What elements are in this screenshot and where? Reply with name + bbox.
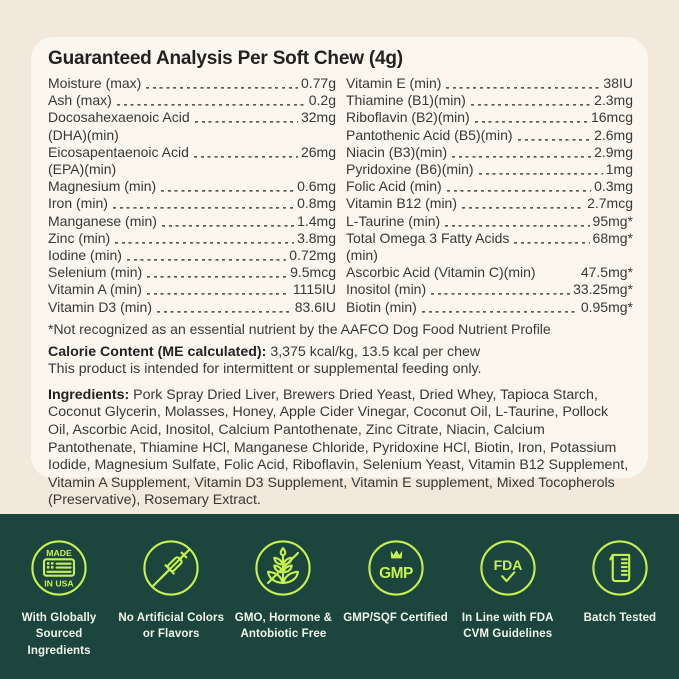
nutrient-value: 0.6mg <box>297 178 336 195</box>
dotted-leader <box>422 299 578 316</box>
dotted-leader <box>146 75 298 92</box>
dotted-leader <box>446 75 600 92</box>
badge-gmo-free <box>230 539 336 643</box>
nutrient-name: Ash (max) <box>48 92 112 109</box>
nutrient-name: Docosahexaenoic Acid <box>48 109 190 126</box>
dotted-leader <box>162 213 294 230</box>
nutrient-value: 26mg <box>300 143 336 160</box>
nutrient-name: Iodine (min) <box>48 247 122 264</box>
analysis-row <box>346 299 633 316</box>
analysis-row <box>346 75 633 92</box>
badge-gmp <box>343 539 449 626</box>
svg-text:IN USA: IN USA <box>44 578 74 589</box>
dotted-leader <box>127 247 286 264</box>
no-artificial-colors-icon <box>142 539 200 597</box>
nutrient-value: 83.6IU <box>294 298 336 315</box>
certification-badges-bar <box>0 514 679 679</box>
nutrient-name: Vitamin E (min) <box>346 75 442 91</box>
nutrient-value: 16mcg <box>590 109 633 126</box>
analysis-row <box>346 161 633 178</box>
dotted-leader <box>147 281 290 298</box>
nutrient-name: Pyridoxine (B6)(min) <box>346 161 474 178</box>
nutrient-value: 3.8mg <box>297 229 336 246</box>
nutrient-value: 9.5mcg <box>290 264 336 281</box>
fda-check-icon <box>479 539 537 597</box>
nutrient-name: Eicosapentaenoic Acid <box>48 143 189 160</box>
analysis-row <box>346 178 633 195</box>
nutrient-name: Vitamin A (min) <box>48 281 142 298</box>
analysis-row <box>346 264 633 281</box>
nutrient-value: 1115IU <box>292 281 336 298</box>
ingredients-text: Pork Spray Dried Liver, Brewers Dried Yeast, Dried Whey, Tapioca Starch, Coconut Glycerin, Molasses, Honey, Apple Cider Vinegar, Coconut Oil, L-Taurine, Pollock Oil, Ascorbic Acid, Inositol, Calcium Pantothenate, Zinc Citrate, Niacin, Calcium Pantothenate, Thiamine HCl, Manganese Chloride, Pyridoxine HCl, Biotin, Iron, Potassium Iodide, Magnesium Sulfate, Folic Acid, Riboflavin, Selenium Yeast, Vitamin B12 Supplement, Vitamin A Supplement, Vitamin D3 Supplement, Vitamin E supplement, Mixed Tocopherols (Preservative), Rosemary Extract. <box>48 386 629 509</box>
nutrient-name-continuation: (min) <box>346 247 378 264</box>
nutrient-value: 33.25mg* <box>573 281 633 298</box>
nutrient-value: 2.9mg <box>594 143 633 160</box>
analysis-row <box>346 92 633 109</box>
badge-label: In Line with FDA CVM Guidelines <box>461 612 554 641</box>
calorie-label: Calorie Content (ME calculated): <box>48 343 267 360</box>
dotted-leader <box>161 178 294 195</box>
dotted-leader <box>541 264 578 281</box>
analysis-column-left <box>48 75 336 316</box>
nutrient-name: Niacin (B3)(min) <box>346 143 448 160</box>
dotted-leader <box>157 299 292 316</box>
analysis-row <box>346 195 633 212</box>
analysis-column-right <box>346 75 633 316</box>
nutrient-name: Vitamin D3 (min) <box>48 298 152 315</box>
nutrient-name-continuation: (EPA)(min) <box>48 161 117 178</box>
gmp-certified-icon <box>367 539 425 597</box>
dotted-leader <box>147 264 287 281</box>
nutrient-name: Pantothenic Acid (B5)(min) <box>346 126 513 143</box>
dotted-leader <box>195 109 298 126</box>
calorie-content <box>48 344 633 379</box>
nutrient-value: 32mg <box>300 109 336 126</box>
nutrient-name: Vitamin B12 (min) <box>346 195 458 212</box>
analysis-row <box>48 281 336 298</box>
analysis-row <box>48 247 336 264</box>
nutrient-value: 0.8mg <box>297 195 336 212</box>
nutrient-value: 1.4mg <box>297 212 336 229</box>
analysis-row <box>346 230 633 247</box>
analysis-row <box>346 127 633 144</box>
dotted-leader <box>471 92 591 109</box>
badge-no-artificial <box>118 539 224 643</box>
ingredients-label: Ingredients: <box>48 386 130 403</box>
nutrient-value: 95mg* <box>592 212 633 229</box>
analysis-row <box>48 75 336 92</box>
badge-made-in-usa <box>6 539 112 659</box>
nutrient-value: 68mg* <box>592 229 633 246</box>
nutrient-name: Thiamine (B1)(min) <box>346 92 466 109</box>
nutrient-name: Magnesium (min) <box>48 178 157 195</box>
svg-text:FDA: FDA <box>493 556 523 573</box>
dotted-leader <box>479 161 603 178</box>
batch-tested-beaker-icon <box>591 539 649 597</box>
analysis-row <box>48 299 336 316</box>
dotted-leader <box>117 92 306 109</box>
nutrient-value: 47.5mg* <box>580 264 633 281</box>
badge-batch-tested <box>567 539 673 626</box>
badge-fda <box>455 539 561 643</box>
analysis-row <box>346 144 633 161</box>
analysis-row <box>48 230 336 247</box>
analysis-row <box>48 213 336 230</box>
analysis-row <box>346 109 633 126</box>
badge-label: Batch Tested <box>583 612 657 624</box>
dotted-leader <box>475 109 588 126</box>
dotted-leader <box>431 281 570 298</box>
calorie-value: 3,375 kcal/kg, 13.5 kcal per chew <box>270 343 481 360</box>
analysis-columns <box>48 75 633 316</box>
dotted-leader <box>445 213 589 230</box>
nutrient-name: Iron (min) <box>48 195 108 212</box>
nutrient-name: Selenium (min) <box>48 264 143 281</box>
svg-text:MADE: MADE <box>46 547 72 558</box>
dotted-leader <box>115 230 294 247</box>
nutrient-value: 0.77g <box>300 75 336 91</box>
analysis-row <box>48 178 336 195</box>
nutrient-value: 38IU <box>603 75 633 91</box>
dotted-leader <box>518 127 592 144</box>
nutrient-value: 2.3mg <box>594 92 633 109</box>
nutrient-name: Moisture (max) <box>48 75 142 91</box>
nutrient-name: Folic Acid (min) <box>346 178 442 195</box>
guaranteed-analysis-card <box>31 37 648 509</box>
svg-text:GMP: GMP <box>378 565 413 583</box>
dotted-leader <box>452 144 591 161</box>
badge-label: GMP/SQF Certified <box>343 612 448 624</box>
analysis-row <box>48 264 336 281</box>
analysis-row <box>48 92 336 109</box>
nutrient-value: 1mg <box>605 161 633 178</box>
nutrient-value: 0.72mg <box>289 247 336 264</box>
nutrient-value: 0.2g <box>308 92 336 109</box>
dotted-leader <box>447 178 591 195</box>
dotted-leader <box>462 195 584 212</box>
ingredients-paragraph <box>48 387 633 510</box>
gmo-hormone-antibiotic-free-icon <box>254 539 312 597</box>
nutrient-name: Manganese (min) <box>48 212 157 229</box>
nutrient-name: Ascorbic Acid (Vitamin C)(min) <box>346 264 536 281</box>
badge-label: No Artificial Colors or Flavors <box>118 612 225 641</box>
nutrient-value: 2.6mg <box>594 126 633 143</box>
analysis-row <box>346 213 633 230</box>
made-in-usa-icon <box>30 539 88 597</box>
nutrient-name: Inositol (min) <box>346 281 427 298</box>
analysis-row <box>48 195 336 212</box>
feeding-note: This product is intended for intermittent or supplemental feeding only. <box>48 361 482 378</box>
analysis-row <box>48 144 336 161</box>
badge-label: With Globally Sourced Ingredients <box>21 612 97 657</box>
badge-label: GMO, Hormone & Antobiotic Free <box>234 612 333 641</box>
dotted-leader <box>514 230 589 247</box>
dotted-leader <box>194 144 298 161</box>
nutrient-name: L-Taurine (min) <box>346 212 441 229</box>
nutrient-name: Riboflavin (B2)(min) <box>346 109 470 126</box>
dotted-leader <box>113 195 294 212</box>
analysis-row <box>48 109 336 126</box>
nutrient-name: Total Omega 3 Fatty Acids <box>346 229 510 246</box>
nutrient-value: 0.3mg <box>594 178 633 195</box>
nutrient-name: Zinc (min) <box>48 229 111 246</box>
analysis-title: Guaranteed Analysis Per Soft Chew (4g) <box>48 48 403 69</box>
analysis-row <box>346 281 633 298</box>
nutrient-name-continuation: (DHA)(min) <box>48 126 119 143</box>
nutrient-value: 0.95mg* <box>580 298 633 315</box>
nutrient-value: 2.7mcg <box>587 195 633 212</box>
aafco-footnote: *Not recognized as an essential nutrient by the AAFCO Dog Food Nutrient Profile <box>48 320 551 337</box>
nutrient-name: Biotin (min) <box>346 298 417 315</box>
